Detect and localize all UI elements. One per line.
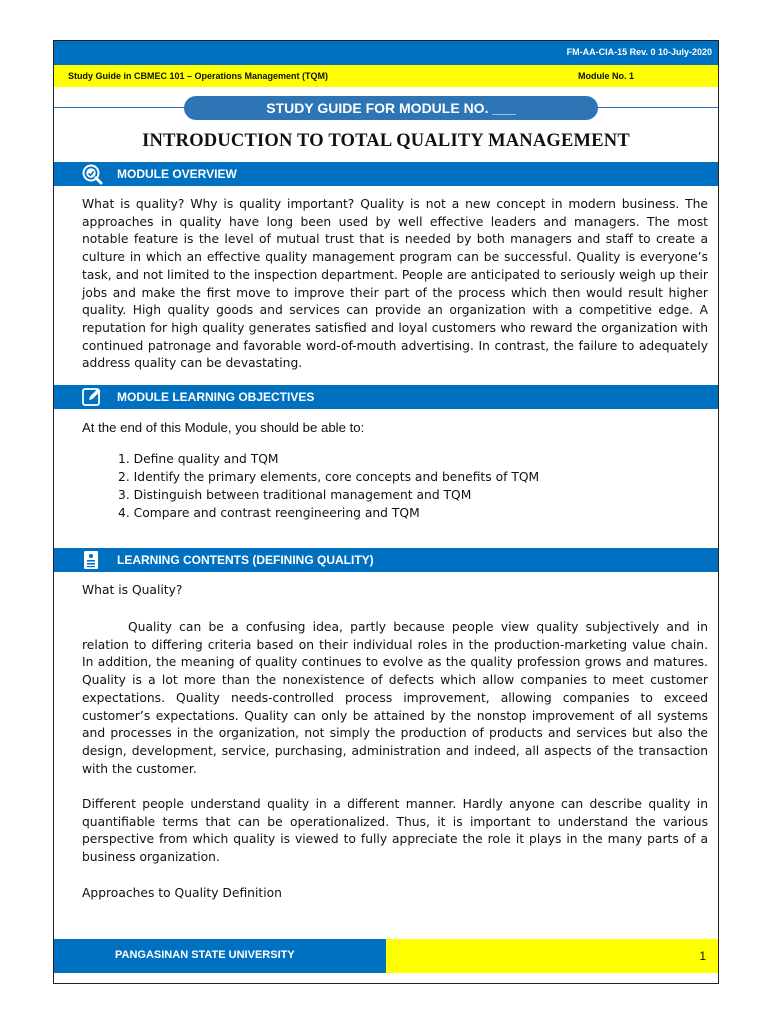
module-overview-header — [54, 162, 718, 186]
subheading: Approaches to Quality Definition — [82, 886, 282, 900]
content-paragraph-2: Different people understand quality in a different manner. Hardly anyone can describe quality in quantifiable terms that can be operationalized. Thus, it is important to understand the various perspective from which quality is viewed to fully appreciate the role it plays in the many parts of a business organization. — [82, 797, 708, 865]
document-page — [53, 40, 719, 984]
list-item: 1. Define quality and TQM — [118, 452, 279, 466]
edit-icon — [79, 385, 105, 409]
page-number: 1 — [699, 949, 706, 963]
course-bar — [54, 65, 718, 87]
objectives-intro: At the end of this Module, you should be able to: — [82, 420, 365, 435]
magnifier-icon — [79, 162, 105, 186]
module-number: Module No. 1 — [578, 71, 634, 81]
question-heading: What is Quality? — [82, 583, 183, 597]
study-guide-pill: STUDY GUIDE FOR MODULE NO. ___ — [184, 96, 598, 120]
list-item: 4. Compare and contrast reengineering and TQM — [118, 506, 420, 520]
form-code-bar — [54, 41, 718, 65]
objectives-list — [118, 450, 539, 522]
university-name: PANGASINAN STATE UNIVERSITY — [115, 949, 295, 961]
footer-university-bar — [54, 939, 386, 973]
form-code: FM-AA-CIA-15 Rev. 0 10-July-2020 — [566, 47, 712, 57]
study-guide-title: Study Guide in CBMEC 101 – Operations Management (TQM) — [68, 71, 329, 81]
list-item: 3. Distinguish between traditional management and TQM — [118, 488, 472, 502]
list-item: 2. Identify the primary elements, core concepts and benefits of TQM — [118, 470, 540, 484]
document-icon — [79, 548, 105, 572]
overview-paragraph: What is quality? Why is quality important? Quality is not a new concept in modern business. The approaches in quality have long been used by well effective leaders and managers. The most notable feature is the level of mutual trust that is needed by both managers and staff to create a culture in which an effective quality management program can be successful. Quality is everyone’s task, and not limited to the inspection department. People are anticipated to seriously weigh up their jobs and make the first move to improve their part of the process which then would result higher quality. High quality goods and services can provide an organization with a competitive edge. A reputation for high quality generates satisfied and loyal customers who reward the organization with continued patronage and favorable word-of-mouth advertising. In contrast, the failure to adequately address quality can be devastating. — [82, 197, 708, 371]
learning-contents-heading: LEARNING CONTENTS (DEFINING QUALITY) — [117, 553, 374, 567]
footer-page-bar — [386, 939, 718, 973]
learning-objectives-header — [54, 385, 718, 409]
page-title: INTRODUCTION TO TOTAL QUALITY MANAGEMENT — [142, 131, 630, 151]
module-overview-heading: MODULE OVERVIEW — [117, 167, 237, 181]
learning-objectives-heading: MODULE LEARNING OBJECTIVES — [117, 390, 315, 404]
learning-contents-header — [54, 548, 718, 572]
content-paragraph-1: Quality can be a confusing idea, partly because people view quality subjectively and in relation to differing criteria based on their individual roles in the production-marketing value chain. In addition, the meaning of quality continues to evolve as the quality profession grows and matures. Quality is a lot more than the nonexistence of defects which allow companies to meet customer expectations. Quality needs-controlled process improvement, allowing companies to exceed customer’s expectations. Quality can only be attained by the nonstop improvement of all systems and processes in the organization, not simply the production of products and services but also the design, development, service, purchasing, administration and indeed, all aspects of the transaction with the customer. — [82, 620, 708, 776]
